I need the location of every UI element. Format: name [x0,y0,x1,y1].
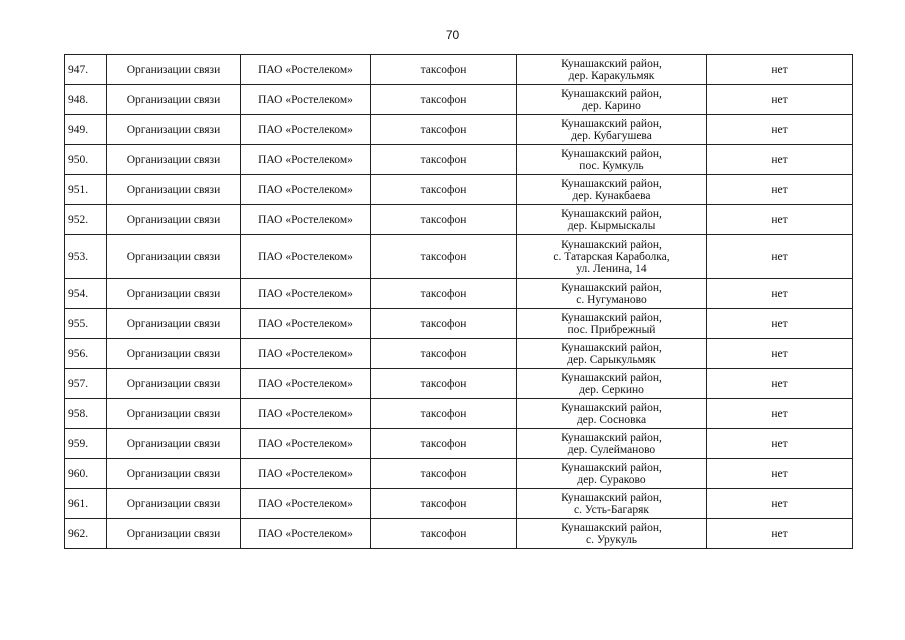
org-type-cell: Организации связи [107,429,241,459]
address-line: дер. Карино [582,99,641,112]
address-line: с. Усть-Багаряк [574,503,649,516]
organization-cell: ПАО «Ростелеком» [241,279,371,309]
organization-cell: ПАО «Ростелеком» [241,145,371,175]
table-row [65,429,853,459]
flag-cell: нет [707,489,853,519]
organization-cell: ПАО «Ростелеком» [241,235,371,279]
table-row [65,519,853,549]
flag-cell: нет [707,145,853,175]
object-type-cell: таксофон [371,85,517,115]
table-row [65,55,853,85]
address-line: дер. Сосновка [576,413,647,426]
row-number-cell: 960. [65,459,107,489]
object-type-cell: таксофон [371,175,517,205]
address-line: пос. Прибрежный [567,323,656,336]
address-line: Кунашакский район, [561,371,662,384]
row-number-cell: 947. [65,55,107,85]
flag-cell: нет [707,175,853,205]
address-line: Кунашакский район, [561,281,662,294]
flag-cell: нет [707,279,853,309]
address-line: с. Урукуль [586,533,637,546]
address-line: Кунашакский район, [561,117,662,130]
address-line: дер. Кунакбаева [572,189,651,202]
address-line: Кунашакский район, [561,87,662,100]
row-number-cell: 952. [65,205,107,235]
registry-table-body [65,55,853,549]
address-line: пос. Кумкуль [579,159,644,172]
row-number-cell: 949. [65,115,107,145]
row-number-cell: 950. [65,145,107,175]
row-number-cell: 962. [65,519,107,549]
address-line: ул. Ленина, 14 [576,262,647,275]
object-type-cell: таксофон [371,279,517,309]
object-type-cell: таксофон [371,459,517,489]
address-line: дер. Каракульмяк [568,69,655,82]
flag-cell: нет [707,55,853,85]
address-line: дер. Серкино [579,383,644,396]
org-type-cell: Организации связи [107,175,241,205]
organization-cell: ПАО «Ростелеком» [241,429,371,459]
org-type-cell: Организации связи [107,145,241,175]
table-row [65,309,853,339]
object-type-cell: таксофон [371,339,517,369]
address-line: Кунашакский район, [561,238,662,251]
address-line: дер. Сураково [577,473,646,486]
flag-cell: нет [707,369,853,399]
address-cell [517,175,707,205]
address-line: Кунашакский район, [561,521,662,534]
organization-cell: ПАО «Ростелеком» [241,55,371,85]
address-line: дер. Кырмыскалы [567,219,656,232]
table-row [65,459,853,489]
address-cell [517,489,707,519]
table-row [65,145,853,175]
organization-cell: ПАО «Ростелеком» [241,459,371,489]
org-type-cell: Организации связи [107,85,241,115]
row-number-cell: 954. [65,279,107,309]
address-cell [517,519,707,549]
address-line: дер. Сарыкульмяк [567,353,656,366]
organization-cell: ПАО «Ростелеком» [241,339,371,369]
org-type-cell: Организации связи [107,309,241,339]
table-row [65,399,853,429]
flag-cell: нет [707,339,853,369]
flag-cell: нет [707,399,853,429]
address-cell [517,369,707,399]
table-row [65,205,853,235]
address-line: дер. Кубагушева [571,129,652,142]
table-row [65,339,853,369]
organization-cell: ПАО «Ростелеком» [241,85,371,115]
org-type-cell: Организации связи [107,489,241,519]
object-type-cell: таксофон [371,489,517,519]
address-cell [517,399,707,429]
object-type-cell: таксофон [371,309,517,339]
object-type-cell: таксофон [371,369,517,399]
organization-cell: ПАО «Ростелеком» [241,519,371,549]
org-type-cell: Организации связи [107,115,241,145]
address-line: дер. Сулейманово [567,443,656,456]
row-number-cell: 956. [65,339,107,369]
address-line: Кунашакский район, [561,147,662,160]
flag-cell: нет [707,235,853,279]
org-type-cell: Организации связи [107,459,241,489]
address-cell [517,145,707,175]
org-type-cell: Организации связи [107,235,241,279]
address-cell [517,85,707,115]
address-line: Кунашакский район, [561,311,662,324]
address-line: Кунашакский район, [561,401,662,414]
object-type-cell: таксофон [371,205,517,235]
object-type-cell: таксофон [371,115,517,145]
org-type-cell: Организации связи [107,55,241,85]
registry-table [64,54,853,549]
organization-cell: ПАО «Ростелеком» [241,399,371,429]
object-type-cell: таксофон [371,399,517,429]
org-type-cell: Организации связи [107,339,241,369]
org-type-cell: Организации связи [107,369,241,399]
organization-cell: ПАО «Ростелеком» [241,369,371,399]
organization-cell: ПАО «Ростелеком» [241,489,371,519]
address-line: Кунашакский район, [561,431,662,444]
object-type-cell: таксофон [371,519,517,549]
object-type-cell: таксофон [371,55,517,85]
object-type-cell: таксофон [371,235,517,279]
flag-cell: нет [707,429,853,459]
page-number: 70 [445,28,460,42]
address-cell [517,235,707,279]
flag-cell: нет [707,519,853,549]
address-line: Кунашакский район, [561,177,662,190]
address-cell [517,279,707,309]
address-line: Кунашакский район, [561,491,662,504]
address-cell [517,339,707,369]
address-cell [517,459,707,489]
table-row [65,279,853,309]
row-number-cell: 953. [65,235,107,279]
org-type-cell: Организации связи [107,399,241,429]
address-cell [517,55,707,85]
organization-cell: ПАО «Ростелеком» [241,205,371,235]
address-line: Кунашакский район, [561,57,662,70]
flag-cell: нет [707,115,853,145]
address-cell [517,309,707,339]
row-number-cell: 955. [65,309,107,339]
address-line: Кунашакский район, [561,207,662,220]
address-line: Кунашакский район, [561,461,662,474]
address-cell [517,205,707,235]
table-row [65,175,853,205]
address-cell [517,429,707,459]
row-number-cell: 948. [65,85,107,115]
org-type-cell: Организации связи [107,519,241,549]
address-line: Кунашакский район, [561,341,662,354]
row-number-cell: 958. [65,399,107,429]
flag-cell: нет [707,205,853,235]
table-row [65,369,853,399]
table-row [65,235,853,279]
row-number-cell: 957. [65,369,107,399]
address-cell [517,115,707,145]
table-row [65,489,853,519]
row-number-cell: 959. [65,429,107,459]
address-line: с. Татарская Караболка, [553,250,670,263]
object-type-cell: таксофон [371,145,517,175]
table-row [65,115,853,145]
organization-cell: ПАО «Ростелеком» [241,309,371,339]
object-type-cell: таксофон [371,429,517,459]
row-number-cell: 961. [65,489,107,519]
address-line: с. Нугуманово [576,293,647,306]
flag-cell: нет [707,85,853,115]
table-row [65,85,853,115]
org-type-cell: Организации связи [107,279,241,309]
flag-cell: нет [707,459,853,489]
row-number-cell: 951. [65,175,107,205]
organization-cell: ПАО «Ростелеком» [241,175,371,205]
flag-cell: нет [707,309,853,339]
organization-cell: ПАО «Ростелеком» [241,115,371,145]
org-type-cell: Организации связи [107,205,241,235]
